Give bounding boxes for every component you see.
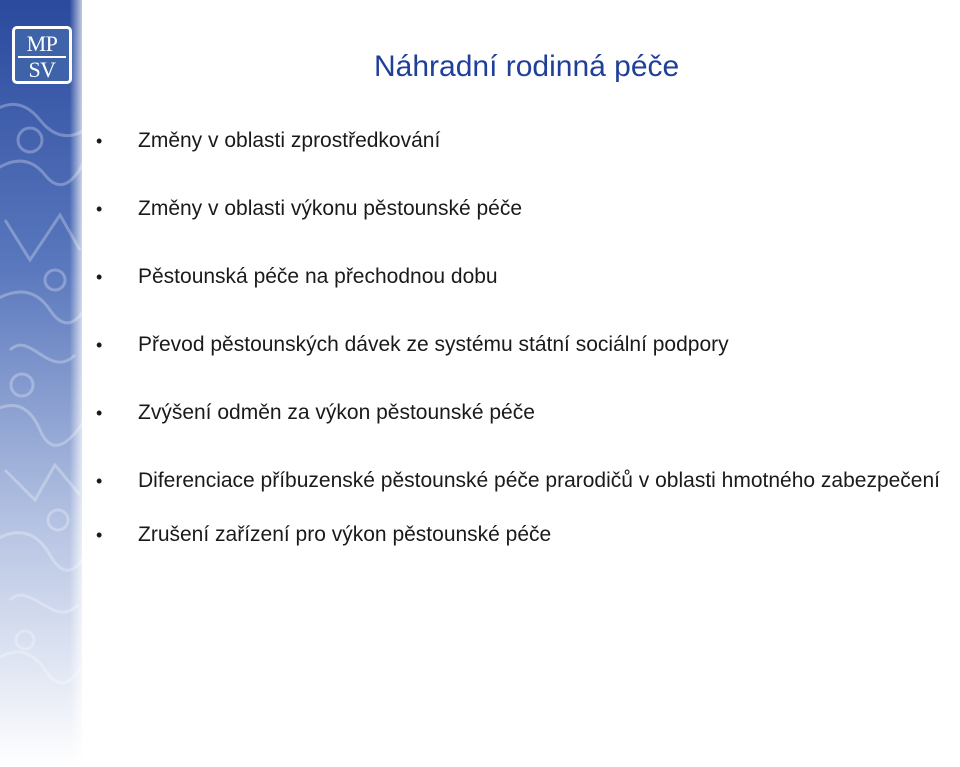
- bullet-text: Změny v oblasti zprostředkování: [138, 129, 441, 152]
- band-pattern: [0, 0, 82, 767]
- bullet-marker: •: [96, 403, 103, 423]
- bullet-text: Diferenciace příbuzenské pěstounské péče prarodičů v oblasti hmotného zabezpečení: [138, 469, 940, 492]
- bullet-item: [96, 196, 960, 222]
- bullet-item: [96, 128, 960, 154]
- bullet-text: Zrušení zařízení pro výkon pěstounské péče: [138, 523, 552, 546]
- bullet-text: Pěstounská péče na přechodnou dobu: [138, 265, 498, 288]
- bullet-marker: •: [96, 525, 103, 545]
- bullet-item: [96, 264, 960, 290]
- bullet-marker: •: [96, 335, 103, 355]
- bullet-item: [96, 468, 960, 494]
- logo-line-2: SV: [28, 57, 56, 82]
- bullet-marker: •: [96, 471, 103, 491]
- bullet-text: Převod pěstounských dávek ze systému státní sociální podpory: [138, 333, 729, 356]
- side-decorative-band: [0, 0, 82, 767]
- bullet-text: Zvýšení odměn za výkon pěstounské péče: [138, 401, 535, 424]
- logo-line-1: MP: [18, 32, 66, 58]
- bullet-list: [96, 128, 960, 548]
- bullet-marker: •: [96, 131, 103, 151]
- bullet-item: [96, 332, 960, 358]
- bullet-item: [96, 400, 960, 426]
- bullet-marker: •: [96, 267, 103, 287]
- bullet-text: Změny v oblasti výkonu pěstounské péče: [138, 197, 523, 220]
- bullet-marker: •: [96, 199, 103, 219]
- slide-title: Náhradní rodinná péče: [374, 50, 680, 83]
- bullet-item: [96, 522, 960, 548]
- mpsv-logo: [12, 26, 72, 84]
